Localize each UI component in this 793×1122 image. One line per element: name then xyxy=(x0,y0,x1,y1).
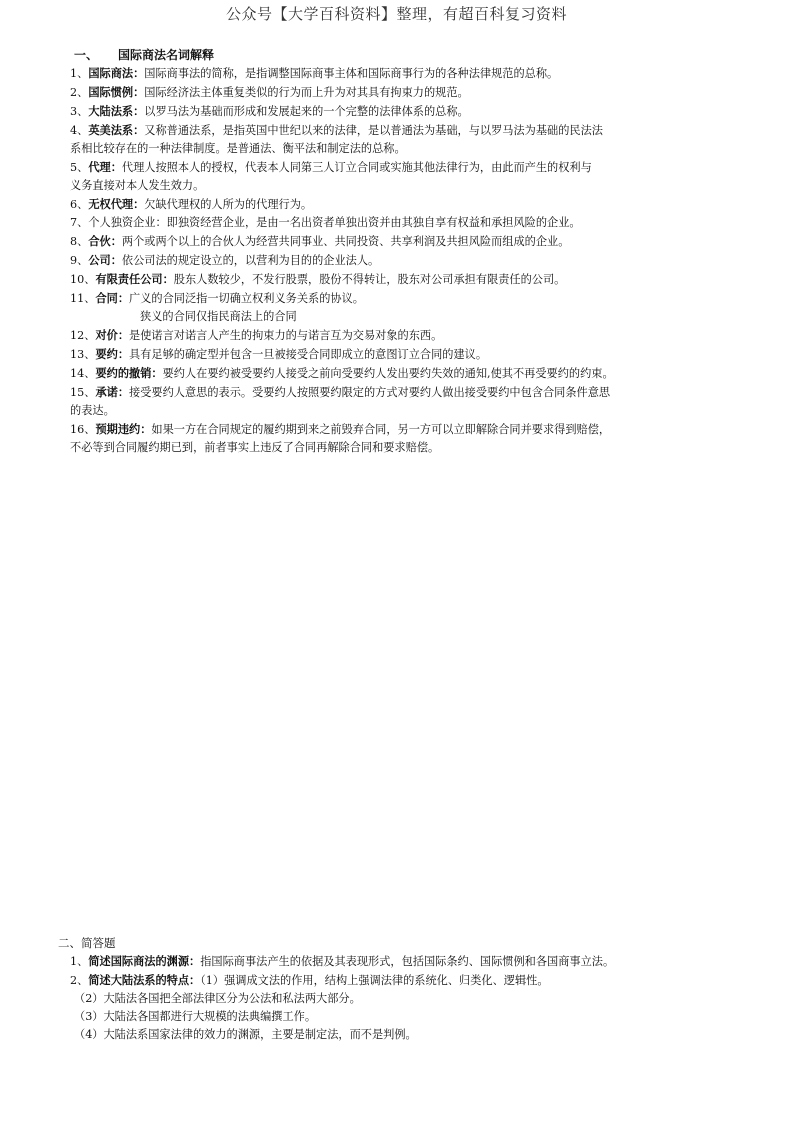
term-item xyxy=(70,345,750,364)
term-label: 国际惯例 xyxy=(88,85,134,99)
term-line xyxy=(70,232,750,251)
term-number: 10、 xyxy=(70,273,96,286)
term-number: 16、 xyxy=(70,423,96,436)
section-heading: 国际商法名词解释 xyxy=(118,48,215,62)
term-label: 有限责任公司 xyxy=(95,272,163,286)
term-definition: 广义的合同泛指一切确立权利义务关系的协议。 xyxy=(129,292,364,305)
term-item xyxy=(70,64,750,83)
term-separator: ： xyxy=(151,366,163,380)
section-title xyxy=(70,46,750,64)
term-definition: 不必等到合同履约期已到，前者事实上违反了合同再解除合同和要求赔偿。 xyxy=(70,441,440,454)
term-item xyxy=(70,232,750,251)
term-separator: ： xyxy=(133,123,145,137)
term-label: 大陆法系 xyxy=(88,104,134,118)
term-item xyxy=(70,270,750,289)
term-line xyxy=(70,195,750,214)
term-separator: ： xyxy=(110,253,122,267)
term-definition: 国际经济法主体重复类似的行为而上升为对其具有拘束力的规范。 xyxy=(144,86,469,99)
term-line xyxy=(70,289,750,308)
term-number: 8、 xyxy=(70,235,89,248)
term-number: 5、 xyxy=(70,161,89,174)
term-label: 要约 xyxy=(95,347,118,361)
term-separator: ： xyxy=(117,385,130,399)
term-item xyxy=(70,83,750,102)
term-definition: 如果一方在合同规定的履约期到来之前毁弃合同，另一方可以立即解除合同并要求得到赔偿， xyxy=(151,423,611,436)
term-item xyxy=(70,383,750,420)
term-separator: ： xyxy=(117,347,130,361)
term-number: 13、 xyxy=(70,348,96,361)
term-label: 合同 xyxy=(95,291,118,305)
term-number: 4、 xyxy=(70,124,89,137)
term-item xyxy=(70,289,750,326)
term-line xyxy=(70,364,750,383)
section-number: 一、 xyxy=(74,48,99,62)
term-definition: 义务直接对本人发生效力。 xyxy=(70,179,205,192)
question-item: 1、简述国际商法的渊源：指国际商事法产生的依据及其表现形式，包括国际条约、国际惯例和各国商事立法。 xyxy=(70,954,615,968)
term-line xyxy=(70,158,750,177)
term-number: 2、 xyxy=(70,86,89,99)
term-item xyxy=(70,420,750,457)
term-number: 1、 xyxy=(70,67,89,80)
term-definition: 接受要约人意思的表示。受要约人按照要约限定的方式对要约人做出接受要约中包含合同条件意思 xyxy=(129,386,611,399)
term-definition: 代理人按照本人的授权，代表本人同第三人订立合同或实施其他法律行为，由此而产生的权利与 xyxy=(121,161,592,174)
question-term: 简述国际商法的渊源 xyxy=(88,954,190,968)
term-item xyxy=(70,158,750,195)
term-line xyxy=(70,270,750,289)
term-continuation xyxy=(70,402,750,420)
term-item xyxy=(70,364,750,383)
term-list xyxy=(70,64,750,457)
term-number: 3、 xyxy=(70,105,89,118)
term-definition: 要约人在要约被受要约人接受之前向受要约人发出要约失效的通知,使其不再受要约的约束。 xyxy=(162,367,614,380)
term-definition: 个人独资企业：即独资经营企业，是由一名出资者单独出资并由其独自享有权益和承担风险的企业。 xyxy=(88,216,581,229)
term-definition: 的表达。 xyxy=(70,404,115,417)
term-definition: 依公司法的规定设立的，以营利为目的的企业法人。 xyxy=(121,254,380,267)
term-item xyxy=(70,121,750,158)
term-label: 公司 xyxy=(88,253,111,267)
term-number: 12、 xyxy=(70,329,96,342)
question-answer: 指国际商事法产生的依据及其表现形式，包括国际条约、国际惯例和各国商事立法。 xyxy=(200,955,615,968)
answer-point: （3）大陆法各国都进行大规模的法典编撰工作。 xyxy=(74,1010,317,1023)
term-line xyxy=(70,383,750,402)
term-separator: ： xyxy=(110,234,122,248)
term-label: 无权代理 xyxy=(88,197,134,211)
term-definition: 欠缺代理权的人所为的代理行为。 xyxy=(144,198,313,211)
term-definition: 国际商事法的简称，是指调整国际商事主体和国际商事行为的各种法律规范的总称。 xyxy=(144,67,559,80)
term-line xyxy=(70,83,750,102)
term-separator: ： xyxy=(140,422,152,436)
term-item xyxy=(70,102,750,121)
term-item xyxy=(70,326,750,345)
term-label: 合伙 xyxy=(88,234,111,248)
term-line xyxy=(70,102,750,121)
term-separator: ： xyxy=(133,66,145,80)
section-title: 二、简答题 xyxy=(58,936,116,950)
term-label: 对价 xyxy=(95,328,118,342)
term-line xyxy=(70,64,750,83)
term-item xyxy=(70,195,750,214)
term-item xyxy=(70,251,750,270)
term-label: 预期违约 xyxy=(95,422,141,436)
term-item xyxy=(70,214,750,232)
term-definition: 是使诺言对诺言人产生的拘束力的与诺言互为交易对象的东西。 xyxy=(129,329,443,342)
term-definition: 具有足够的确定型并包含一旦被接受合同即成立的意图订立合同的建议。 xyxy=(129,348,488,361)
term-number: 11、 xyxy=(70,292,96,305)
section-glossary xyxy=(70,46,750,457)
term-continuation xyxy=(70,140,750,158)
term-separator: ： xyxy=(133,104,145,118)
term-definition: 以罗马法为基础而形成和发展起来的一个完整的法律体系的总称。 xyxy=(144,105,469,118)
term-number: 14、 xyxy=(70,367,96,380)
term-line xyxy=(70,121,750,140)
answer-point: （2）大陆法各国把全部法律区分为公法和私法两大部分。 xyxy=(74,992,361,1005)
term-label: 代理 xyxy=(88,160,111,174)
term-line xyxy=(70,326,750,345)
term-number: 6、 xyxy=(70,198,89,211)
term-label: 要约的撤销 xyxy=(95,366,152,380)
term-definition: 又称普通法系，是指英国中世纪以来的法律，是以普通法为基础，与以罗马法为基础的民法法 xyxy=(144,124,603,137)
question-item: 2、简述大陆法系的特点：（1）强调成文法的作用，结构上强调法律的系统化、归类化、逻辑性。 xyxy=(70,973,549,987)
answer-point: （4）大陆法系国家法律的效力的渊源，主要是制定法，而不是判例。 xyxy=(74,1028,417,1041)
term-definition: 股东人数较少，不发行股票，股份不得转让，股东对公司承担有限责任的公司。 xyxy=(173,273,566,286)
term-number: 9、 xyxy=(70,254,89,267)
section-short-answer xyxy=(58,934,758,1044)
term-line xyxy=(70,214,750,232)
term-label: 承诺 xyxy=(95,385,118,399)
term-separator: ： xyxy=(162,272,174,286)
term-label: 国际商法 xyxy=(88,66,134,80)
page-header: 公众号【大学百科资料】整理，有超百科复习资料 xyxy=(225,5,567,23)
term-label: 英美法系 xyxy=(88,123,134,137)
term-line xyxy=(70,251,750,270)
term-separator: ： xyxy=(133,197,145,211)
term-separator: ： xyxy=(117,328,130,342)
term-number: 7、 xyxy=(70,216,89,229)
term-separator: ： xyxy=(117,291,130,305)
term-separator: ： xyxy=(110,160,122,174)
question-answer: （1）强调成文法的作用，结构上强调法律的系统化、归类化、逻辑性。 xyxy=(200,974,549,987)
term-continuation xyxy=(70,177,750,195)
term-number: 15、 xyxy=(70,386,96,399)
term-continuation xyxy=(70,439,750,457)
term-line xyxy=(70,420,750,439)
term-separator: ： xyxy=(133,85,145,99)
term-definition: 两个或两个以上的合伙人为经营共同事业、共同投资、共享利润及共担风险而组成的企业。 xyxy=(121,235,570,248)
question-term: 简述大陆法系的特点 xyxy=(88,973,190,987)
term-definition: 系相比较存在的一种法律制度。是普通法、衡平法和制定法的总称。 xyxy=(70,142,406,155)
term-subline: 狭义的合同仅指民商法上的合同 xyxy=(140,310,297,323)
term-line xyxy=(70,345,750,364)
